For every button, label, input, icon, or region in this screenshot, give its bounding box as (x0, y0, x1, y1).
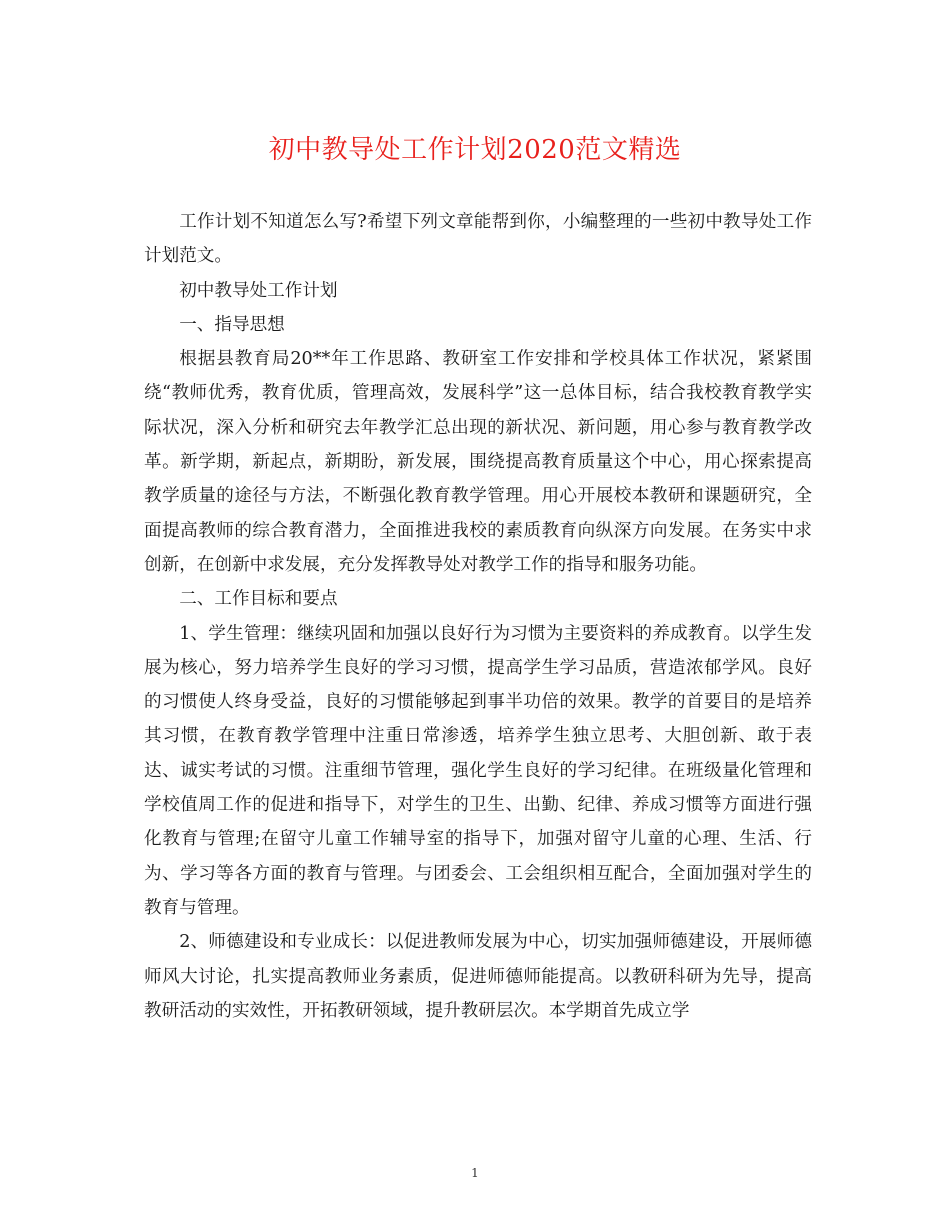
section-heading-goals: 二、工作目标和要点 (179, 589, 338, 610)
subtitle-paragraph: 初中教导处工作计划 (179, 280, 338, 301)
page-number: 1 (471, 1166, 479, 1180)
intro-paragraph: 工作计划不知道怎么写?希望下列文章能帮到你，小编整理的一些初中教导处工作计划范文。 (144, 212, 812, 267)
guiding-thought-paragraph: 根据县教育局20**年工作思路、教研室工作安排和学校具体工作状况，紧紧围绕“教师优秀，教育优质，管理高效，发展科学”这一总体目标，结合我校教育教学实际状况，深入分析和研究去年教学汇总出现的新状况、新问题，用心参与教育教学改革。新学期，新起点，新期盼，新发展，围绕提高教育质量这个中心，用心探索提高教学质量的途径与方法，不断强化教育教学管理。用心开展校本教研和课题研究，全面提高教师的综合教育潜力，全面推进我校的素质教育向纵深方向发展。在务实中求创新，在创新中求发展，充分发挥教导处对教学工作的指导和服务功能。 (144, 349, 812, 575)
document-title: 初中教导处工作计划2020范文精选 (268, 135, 682, 165)
student-management-paragraph: 1、学生管理：继续巩固和加强以良好行为习惯为主要资料的养成教育。以学生发展为核心，努力培养学生良好的学习习惯，提高学生学习品质，营造浓郁学风。良好的习惯使人终身受益，良好的习惯能够起到事半功倍的效果。教学的首要目的是培养其习惯，在教育教学管理中注重日常渗透，培养学生独立思考、大胆创新、敢于表达、诚实考试的习惯。注重细节管理，强化学生良好的学习纪律。在班级量化管理和学校值周工作的促进和指导下，对学生的卫生、出勤、纪律、养成习惯等方面进行强化教育与管理;在留守儿童工作辅导室的指导下，加强对留守儿童的心理、生活、行为、学习等各方面的教育与管理。与团委会、工会组织相互配合，全面加强对学生的教育与管理。 (144, 623, 812, 918)
document-body (144, 205, 812, 1028)
teacher-ethics-paragraph: 2、师德建设和专业成长：以促进教师发展为中心，切实加强师德建设，开展师德师风大讨论，扎实提高教师业务素质，促进师德师能提高。以教研科研为先导，提高教研活动的实效性，开拓教研领域，提升教研层次。本学期首先成立学 (144, 932, 812, 1021)
section-heading-guiding-thought: 一、指导思想 (179, 314, 285, 335)
